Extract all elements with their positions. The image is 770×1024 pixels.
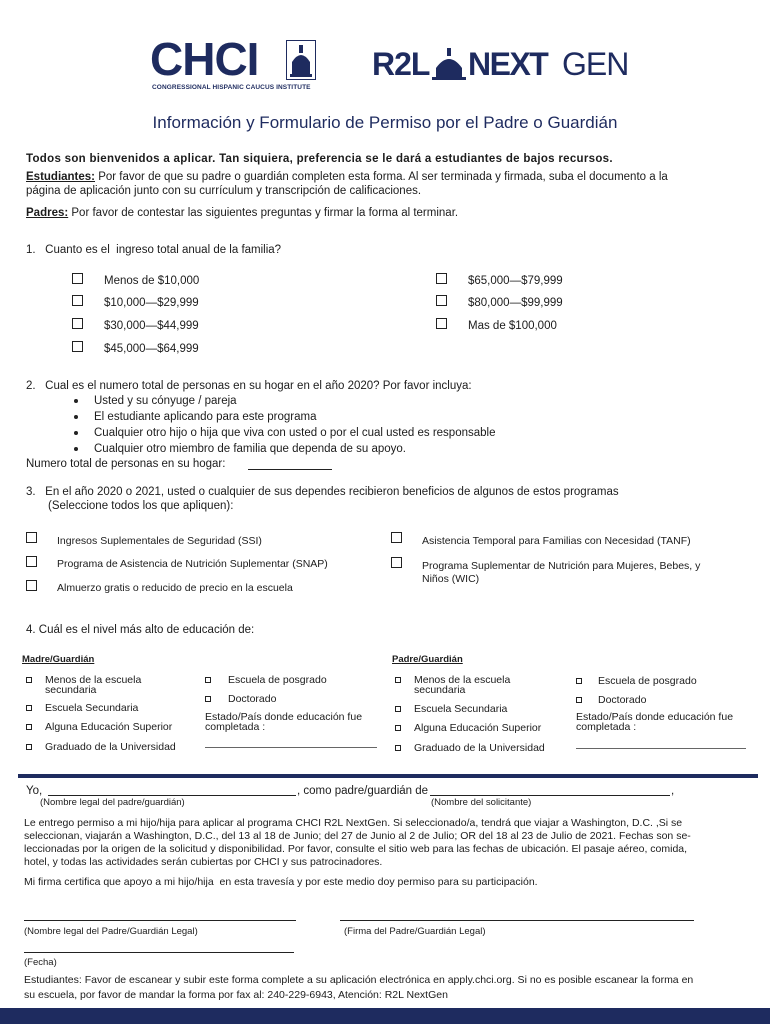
guardian-name-caption: (Nombre legal del Padre/Guardián Legal)	[24, 926, 198, 937]
checkbox[interactable]	[395, 706, 401, 712]
edu-option-label-line2: secundaria	[414, 684, 466, 696]
section-divider	[18, 774, 758, 778]
edu-option-label: Menos de la escuela	[414, 674, 511, 686]
checkbox[interactable]	[436, 318, 447, 329]
students-text: Por favor de que su padre o guardián completen esta forma. Al ser terminada y firmada, suba el documento a la	[95, 171, 668, 183]
students-instructions	[26, 170, 756, 184]
checkbox[interactable]	[391, 532, 402, 543]
nextgen-logo-light: GEN	[562, 46, 629, 82]
capitol-icon	[432, 48, 466, 80]
applicant-name-field[interactable]	[430, 795, 670, 796]
consent-yo: Yo,	[26, 785, 43, 797]
q2-question: 2. Cual es el numero total de personas en su hogar en el año 2020? Por favor incluya:	[26, 380, 472, 392]
consent-line: Le entrego permiso a mi hijo/hija para aplicar al programa CHCI R2L NextGen. Si seleccionado/a, tendrá que viajar a Washington, D.C. ,Si se	[24, 817, 683, 829]
chci-logo	[150, 33, 320, 96]
footer-line: su escuela, por favor de mandar la forma por fax al: 240-229-6943, Atención: R2L NextGen	[24, 989, 448, 1001]
q3-option-label: Ingresos Suplementales de Seguridad (SSI)	[57, 535, 262, 547]
q1-option-label: $10,000—$29,999	[104, 297, 199, 309]
edu-option-label: Doctorado	[228, 693, 277, 705]
q3-option-label: Programa Suplementar de Nutrición para Mujeres, Bebes, y	[422, 560, 701, 572]
father-state-label: Estado/País donde educación fue	[576, 711, 734, 723]
q3-option-label: Programa de Asistencia de Nutrición Suplementar (SNAP)	[57, 558, 328, 570]
consent-as-parent: , como padre/guardián de	[297, 785, 429, 797]
q3-option-label: Almuerzo gratis o reducido de precio en la escuela	[57, 582, 293, 594]
q1-option-label: $45,000—$64,999	[104, 343, 199, 355]
mother-state-label: Estado/País donde educación fue	[205, 711, 363, 723]
q1-question: 1. Cuanto es el ingreso total anual de la familia?	[26, 244, 282, 256]
date-caption: (Fecha)	[24, 957, 57, 968]
checkbox[interactable]	[395, 745, 401, 751]
q2-bullet-label: Cualquier otro hijo o hija que viva con usted o por el cual usted es responsable	[94, 427, 496, 439]
q3-option-label-line2: Niños (WIC)	[422, 573, 480, 585]
footer-line: Estudiantes: Favor de escanear y subir este forma complete a su aplicación electrónica en apply.chci.org. Si no es posible escanear la forma en	[24, 974, 694, 986]
parent-name-field[interactable]	[48, 795, 296, 796]
q4-question: 4. Cuál es el nivel más alto de educación de:	[26, 624, 255, 636]
edu-option-label: Graduado de la Universidad	[45, 741, 176, 753]
checkbox[interactable]	[391, 557, 402, 568]
parents-label: Padres:	[26, 207, 69, 219]
q2-bullet-label: Usted y su cónyuge / pareja	[94, 395, 237, 407]
bullet-icon	[74, 431, 78, 435]
checkbox[interactable]	[205, 677, 211, 683]
checkbox[interactable]	[72, 295, 83, 306]
parents-instructions	[26, 206, 458, 220]
edu-option-label-line2: secundaria	[45, 684, 97, 696]
checkbox[interactable]	[205, 696, 211, 702]
consent-paragraph	[24, 817, 754, 869]
q2-bullet-label: El estudiante aplicando para este programa	[94, 411, 317, 423]
capitol-dome-icon	[286, 40, 316, 80]
edu-option-label: Escuela de posgrado	[228, 674, 327, 686]
students-text-line2: página de aplicación junto con su currículum y transcripción de calificaciones.	[26, 185, 422, 197]
bottom-bar	[0, 1008, 770, 1024]
edu-option-label: Escuela Secundaria	[414, 703, 508, 715]
page-title: Información y Formulario de Permiso por el Padre o Guardián	[152, 113, 618, 132]
students-label: Estudiantes:	[26, 171, 96, 183]
footer-instructions	[24, 973, 764, 1003]
bullet-icon	[74, 447, 78, 451]
checkbox[interactable]	[395, 725, 401, 731]
chci-logo-subtitle: CONGRESSIONAL HISPANIC CAUCUS INSTITUTE	[152, 84, 311, 91]
checkbox[interactable]	[26, 556, 37, 567]
edu-option-label: Doctorado	[598, 694, 647, 706]
q1-option-label: $80,000—$99,999	[468, 297, 563, 309]
checkbox[interactable]	[26, 724, 32, 730]
r2l-nextgen-logo	[372, 46, 652, 86]
date-field[interactable]	[24, 952, 294, 953]
guardian-signature-caption: (Firma del Padre/Guardián Legal)	[344, 926, 486, 937]
chci-logo-text: CHCI	[150, 33, 259, 85]
father-state-label-line2: completada :	[576, 721, 637, 733]
bullet-icon	[74, 415, 78, 419]
checkbox[interactable]	[26, 532, 37, 543]
q3-question: 3. En el año 2020 o 2021, usted o cualquier de sus dependes recibieron beneficios de algunos de estos programas	[26, 486, 619, 498]
mother-column-header: Madre/Guardián	[22, 654, 95, 665]
checkbox[interactable]	[26, 580, 37, 591]
guardian-name-field[interactable]	[24, 920, 296, 921]
edu-option-label: Escuela Secundaria	[45, 702, 139, 714]
q1-option-label: $30,000—$44,999	[104, 320, 199, 332]
welcome-text: Todos son bienvenidos a aplicar. Tan siquiera, preferencia se le dará a estudiantes de bajos recursos.	[26, 153, 613, 165]
bullet-icon	[74, 399, 78, 403]
parent-name-caption: (Nombre legal del padre/guardián)	[40, 797, 185, 808]
edu-option-label: Alguna Educación Superior	[45, 721, 173, 733]
edu-option-label: Graduado de la Universidad	[414, 742, 545, 754]
checkbox[interactable]	[436, 295, 447, 306]
checkbox[interactable]	[576, 678, 582, 684]
checkbox[interactable]	[72, 273, 83, 284]
checkbox[interactable]	[72, 341, 83, 352]
certify-text: Mi firma certifica que apoyo a mi hijo/hija en esta travesía y por este medio doy permiso para su participación.	[24, 876, 538, 888]
checkbox[interactable]	[436, 273, 447, 284]
guardian-signature-field[interactable]	[340, 920, 694, 921]
q3-option-label: Asistencia Temporal para Familias con Necesidad (TANF)	[422, 535, 691, 547]
checkbox[interactable]	[72, 318, 83, 329]
mother-state-field[interactable]	[205, 747, 377, 748]
father-state-field[interactable]	[576, 748, 746, 749]
q1-option-label: Menos de $10,000	[104, 275, 200, 287]
q2-bullet-label: Cualquier otro miembro de familia que dependa de su apoyo.	[94, 443, 406, 455]
father-column-header: Padre/Guardián	[392, 654, 463, 665]
q1-option-label: $65,000—$79,999	[468, 275, 563, 287]
consent-line: leccionadas por la origen de la solicitud y disponibilidad. Por favor, consulte el sitio web para las fechas de ubicación. El pasaje aéreo, comida,	[24, 843, 688, 855]
edu-option-label: Escuela de posgrado	[598, 675, 697, 687]
checkbox[interactable]	[395, 677, 401, 683]
r2l-logo-text: R2L	[372, 46, 430, 82]
edu-option-label: Menos de la escuela	[45, 674, 142, 686]
q1-option-label: Mas de $100,000	[468, 320, 557, 332]
parents-text: Por favor de contestar las siguientes preguntas y firmar la forma al terminar.	[68, 207, 459, 219]
q3-question-line2: (Seleccione todos los que apliquen):	[48, 500, 234, 512]
mother-state-label-line2: completada :	[205, 721, 266, 733]
comma-mark: ,	[671, 785, 675, 797]
checkbox[interactable]	[26, 744, 32, 750]
household-total-field[interactable]	[248, 469, 332, 470]
applicant-name-caption: (Nombre del solicitante)	[431, 797, 532, 808]
household-total-label: Numero total de personas en su hogar:	[26, 458, 226, 470]
edu-option-label: Alguna Educación Superior	[414, 722, 542, 734]
checkbox[interactable]	[576, 697, 582, 703]
checkbox[interactable]	[26, 677, 32, 683]
checkbox[interactable]	[26, 705, 32, 711]
consent-line: hotel, y todas las actividades serán cubiertas por CHCI y sus patrocinadores.	[24, 856, 383, 868]
consent-line: seleccionan, viajarán a Washington, D.C., del 13 al 18 de Junio; del 27 de Junio al 2 de Julio; OR del 18 al 23 de Julio de 2021. Fechas son se-	[24, 830, 691, 842]
nextgen-logo-bold: NEXT	[468, 46, 548, 82]
